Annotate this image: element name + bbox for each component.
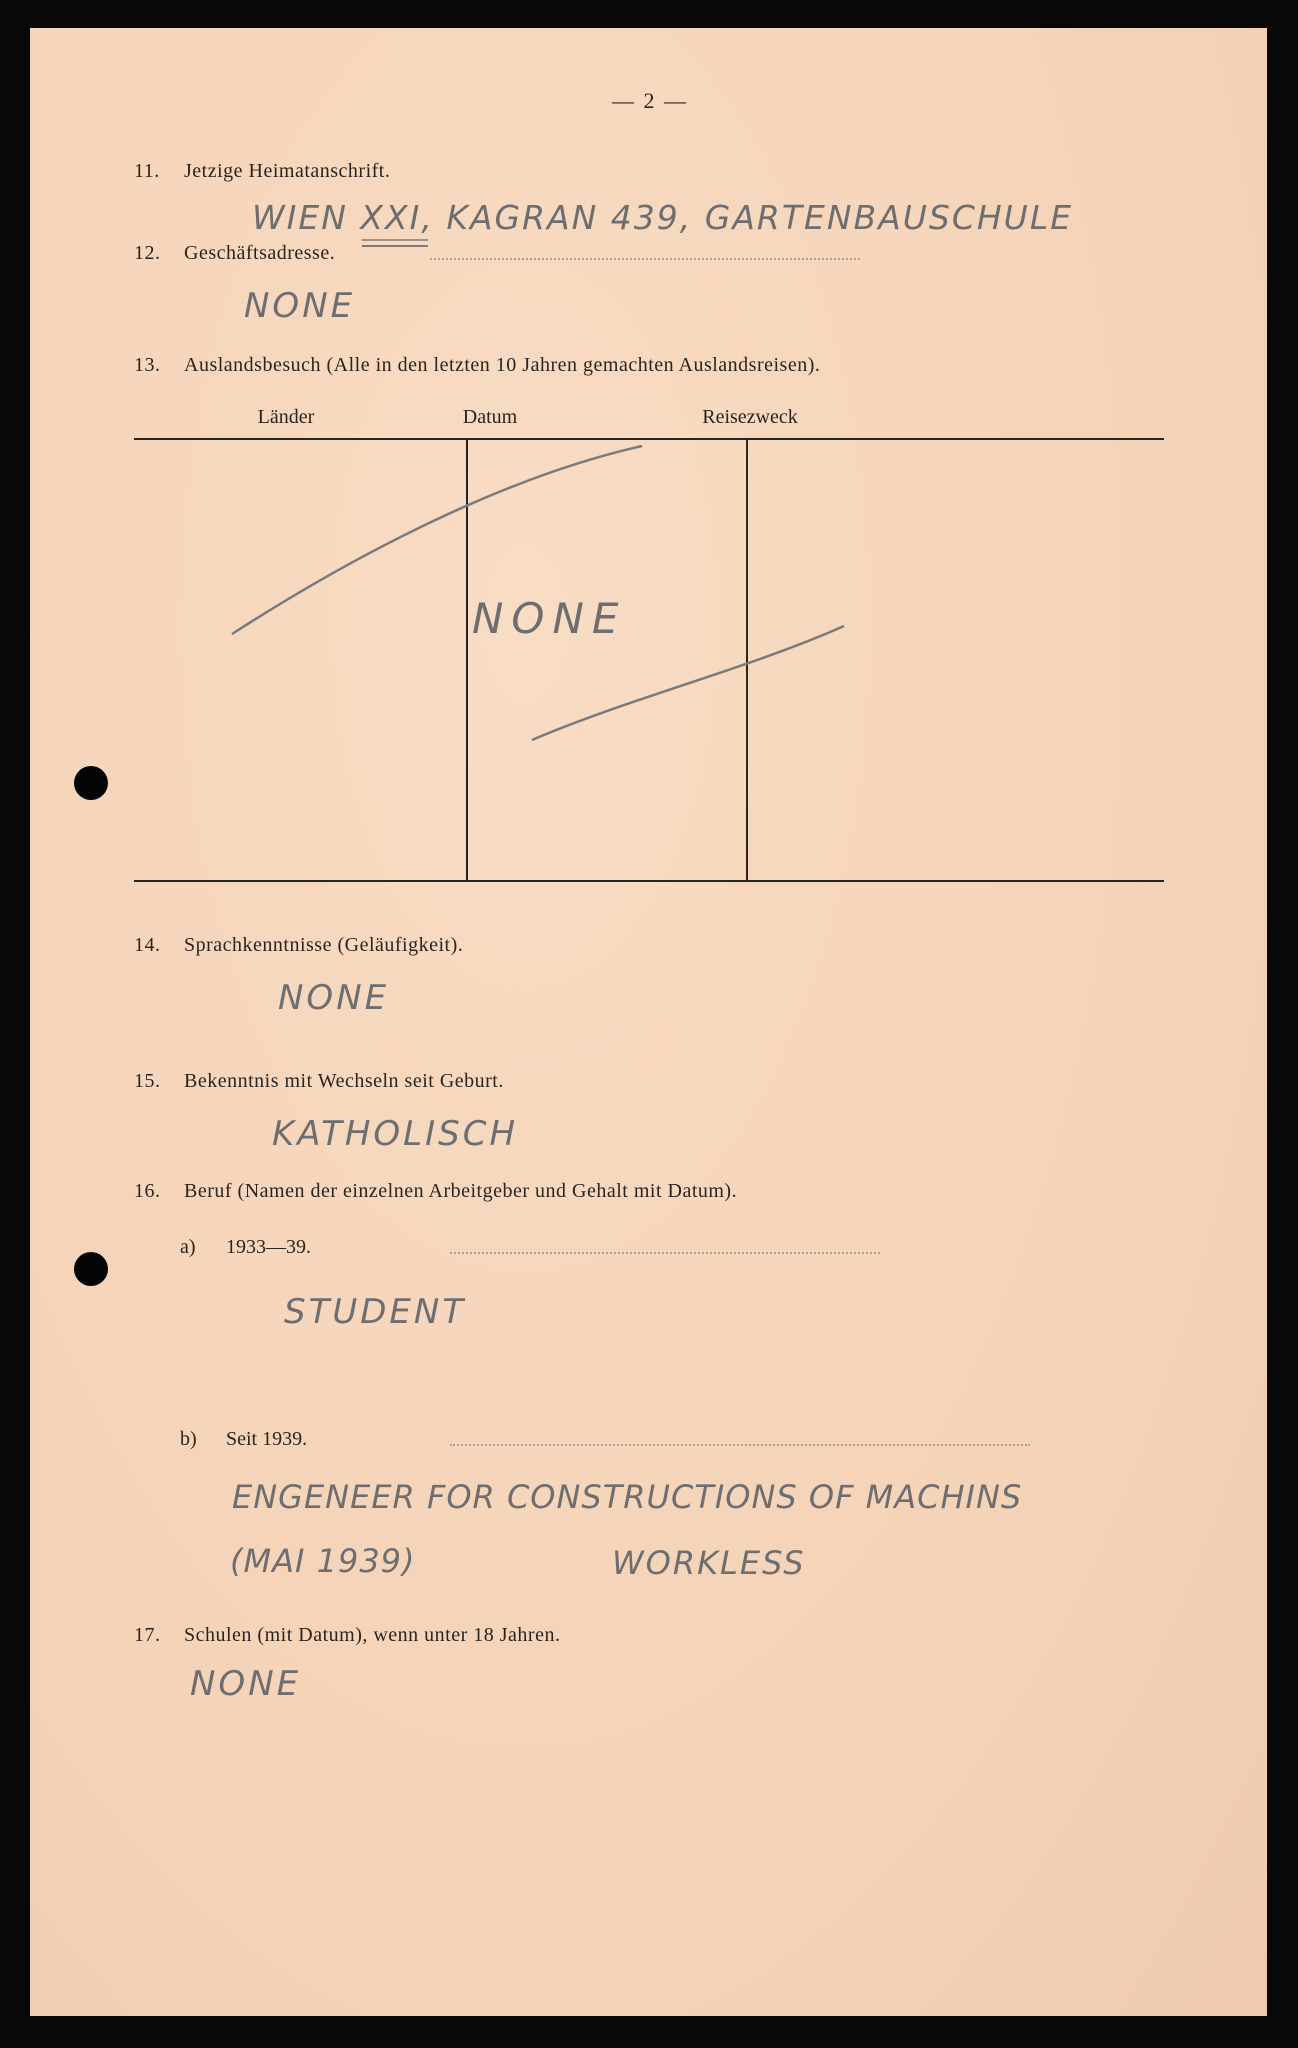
field-14-answer: NONE bbox=[278, 978, 390, 1018]
field-16b-dotted-line bbox=[450, 1442, 1030, 1446]
field-17-number: 17. bbox=[134, 1624, 161, 1646]
field-12-text: Geschäftsadresse. bbox=[184, 242, 336, 264]
field-16b-answer-date: (MAI 1939) bbox=[230, 1542, 416, 1580]
field-16b-letter: b) bbox=[180, 1428, 197, 1450]
pencil-cross-out-strokes bbox=[30, 28, 1267, 2016]
field-16a-letter: a) bbox=[180, 1236, 196, 1258]
field-16-label bbox=[134, 1180, 737, 1203]
table-header-laender: Länder bbox=[257, 406, 315, 428]
table-header-reisezweck: Reisezweck bbox=[702, 406, 798, 428]
field-17-text: Schulen (mit Datum), wenn unter 18 Jahren. bbox=[184, 1624, 561, 1646]
field-16b-answer-line1: ENGENEER FOR CONSTRUCTIONS OF MACHINS bbox=[232, 1478, 1023, 1516]
field-16b-answer-status: WORKLESS bbox=[612, 1544, 806, 1582]
field-13-text: Auslandsbesuch (Alle in den letzten 10 Jahren gemachten Auslandsreisen). bbox=[184, 354, 821, 376]
page-number: — 2 — bbox=[612, 88, 688, 113]
field-16a-text: 1933—39. bbox=[226, 1236, 311, 1258]
field-11-text: Jetzige Heimatanschrift. bbox=[184, 160, 391, 182]
field-17-label bbox=[134, 1624, 560, 1647]
field-15-answer: KATHOLISCH bbox=[272, 1114, 519, 1154]
field-17-answer: NONE bbox=[190, 1664, 302, 1704]
form-page bbox=[30, 28, 1267, 2016]
field-12-number: 12. bbox=[134, 242, 161, 264]
field-14-text: Sprachkenntnisse (Geläufigkeit). bbox=[184, 934, 464, 956]
field-14-label bbox=[134, 934, 463, 957]
field-14-number: 14. bbox=[134, 934, 161, 956]
field-12-answer: NONE bbox=[244, 286, 356, 326]
field-16b-label bbox=[180, 1428, 307, 1451]
field-13-answer: NONE bbox=[472, 594, 627, 643]
field-11-answer: WIEN XXI, KAGRAN 439, GARTENBAUSCHULE bbox=[252, 198, 1074, 237]
field-15-number: 15. bbox=[134, 1070, 161, 1092]
field-16b-text: Seit 1939. bbox=[226, 1428, 308, 1450]
table-header-datum: Datum bbox=[462, 406, 518, 428]
field-15-label bbox=[134, 1070, 504, 1093]
field-16-text: Beruf (Namen der einzelnen Arbeitgeber und Gehalt mit Datum). bbox=[184, 1180, 738, 1202]
punch-hole-upper bbox=[74, 766, 108, 800]
field-16a-dotted-line bbox=[450, 1250, 880, 1254]
field-16a-label bbox=[180, 1236, 311, 1259]
punch-hole-lower bbox=[74, 1252, 108, 1286]
field-11-number: 11. bbox=[134, 160, 160, 182]
field-15-text: Bekenntnis mit Wechseln seit Geburt. bbox=[184, 1070, 504, 1092]
field-13-number: 13. bbox=[134, 354, 161, 376]
field-16-number: 16. bbox=[134, 1180, 161, 1202]
field-16a-answer: STUDENT bbox=[284, 1292, 467, 1332]
